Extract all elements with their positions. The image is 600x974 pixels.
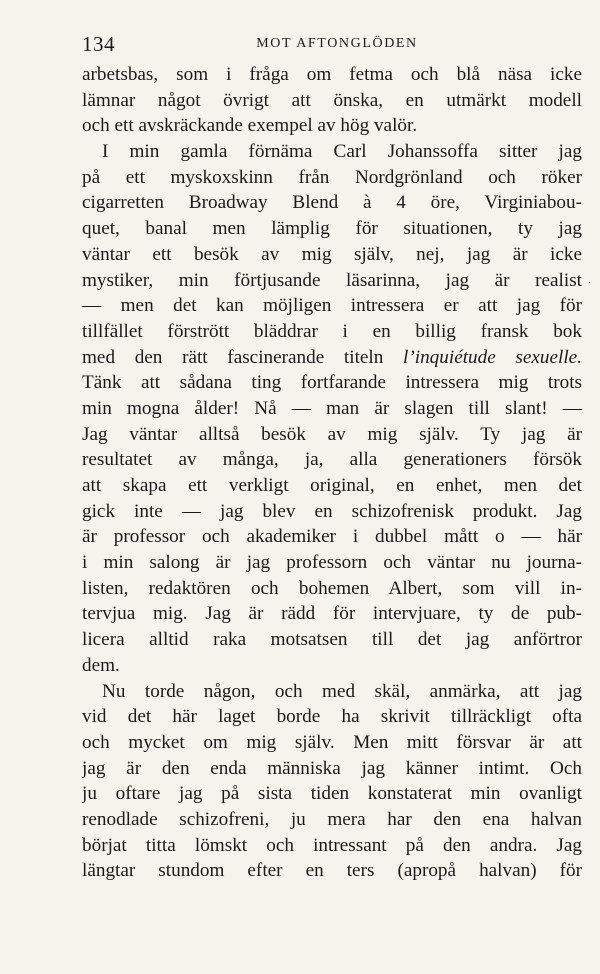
- text-line: [82, 62, 582, 88]
- text-line: [82, 447, 582, 473]
- text-line: [82, 88, 582, 114]
- text-line-content: dem.: [82, 654, 120, 676]
- text-line: [82, 756, 582, 782]
- text-line-content: gick inte — jag blev en schizofrenisk produkt. Jag: [82, 500, 582, 522]
- text-line-content: min mogna ålder! Nå — man är slagen till slant! —: [82, 397, 582, 419]
- text-line: [82, 268, 582, 294]
- text-line: [82, 524, 582, 550]
- text-line: [82, 730, 582, 756]
- text-line-content: längtar stundom efter en ters (apropå halvan) för: [82, 860, 582, 882]
- page-number: 134: [82, 32, 115, 56]
- text-line-content: väntar ett besök av mig själv, nej, jag är icke: [82, 243, 582, 265]
- text-line-content: med den rätt fascinerande titeln: [82, 346, 384, 368]
- text-line-content: lämnar något övrigt att önska, en utmärkt modell: [82, 89, 582, 111]
- text-line: [82, 601, 582, 627]
- text-line: [82, 473, 582, 499]
- text-line-content: på ett myskoxskinn från Nordgrönland och röker: [82, 166, 582, 188]
- text-line: [82, 627, 582, 653]
- text-line-content: Jag väntar alltså besök av mig själv. Ty jag är: [82, 423, 582, 445]
- text-line: [82, 396, 582, 422]
- text-line-content: I min gamla förnäma Carl Johanssoffa sitter jag: [102, 141, 582, 163]
- text-line: [82, 499, 582, 525]
- text-line: [82, 139, 582, 165]
- text-line: [82, 113, 582, 139]
- text-line-content: är professor och akademiker i dubbel mått o — här: [82, 526, 582, 548]
- text-line: [82, 781, 582, 807]
- text-line-content: resultatet av många, ja, alla generationers försök: [82, 449, 582, 471]
- text-line: [82, 293, 582, 319]
- text-line-content: och mycket om mig själv. Men mitt försvar är att: [82, 731, 582, 753]
- text-line-content: mystiker, min förtjusande läsarinna, jag är realist: [82, 269, 582, 291]
- text-line-content: att skapa ett verkligt original, en enhet, men det: [82, 475, 582, 496]
- text-line: [82, 704, 582, 730]
- text-line-content: licera alltid raka motsatsen till det jag anförtror: [82, 629, 582, 651]
- text-line: [82, 345, 582, 371]
- text-line-content: börjat titta lömskt och intressant på den andra. Jag: [82, 834, 582, 856]
- text-line-content: jag är den enda människa jag känner intimt. Och: [82, 757, 582, 779]
- text-line-content: och ett avskräckande exempel av hög valör.: [82, 115, 418, 137]
- text-line-content: quet, banal men lämplig för situationen, ty jag: [82, 218, 582, 240]
- text-line: [82, 165, 582, 191]
- text-line: [82, 653, 582, 679]
- text-line-content: arbetsbas, som i fråga om fetma och blå näsa icke: [82, 64, 582, 85]
- text-line-content: Nu torde någon, och med skäl, anmärka, att jag: [102, 680, 582, 702]
- running-title: MOT AFTONGLÖDEN: [256, 36, 418, 51]
- text-line: [82, 833, 582, 859]
- text-line: [82, 576, 582, 602]
- text-line: [82, 370, 582, 396]
- text-line-content: — men det kan möjligen intressera er att jag för: [82, 295, 582, 317]
- text-line-content: tervjua mig. Jag är rädd för intervjuare, ty de pub-: [82, 603, 582, 625]
- text-line: [82, 422, 582, 448]
- text-line-content: Tänk att sådana ting fortfarande intressera mig trots: [82, 372, 582, 394]
- margin-mark: .: [588, 272, 591, 286]
- text-line: [82, 679, 582, 705]
- text-line-content: renodlade schizofreni, ju mera har den ena halvan: [82, 808, 582, 830]
- text-line-content: tillfället förstrött bläddrar i en billig fransk bok: [82, 320, 582, 342]
- text-line: [82, 242, 582, 268]
- text-line-content: listen, redaktören och bohemen Albert, som vill in-: [82, 577, 582, 599]
- book-title-italic: l’inquiétude sexuelle.: [403, 346, 582, 368]
- text-line: [82, 319, 582, 345]
- text-line-content: cigarretten Broadway Blend à 4 öre, Virginiabou-: [82, 192, 582, 214]
- body-text: [82, 62, 582, 884]
- text-line: [82, 858, 582, 884]
- text-line-content: vid det här laget borde ha skrivit tillräckligt ofta: [82, 706, 582, 728]
- text-line: [82, 216, 582, 242]
- text-line: [82, 550, 582, 576]
- text-line-content: i min salong är jag professorn och väntar nu journa-: [82, 552, 582, 574]
- running-head: [82, 32, 572, 54]
- text-line-content: ju oftare jag på sista tiden konstaterat min ovanligt: [82, 783, 582, 805]
- text-line: [82, 190, 582, 216]
- text-line: [82, 807, 582, 833]
